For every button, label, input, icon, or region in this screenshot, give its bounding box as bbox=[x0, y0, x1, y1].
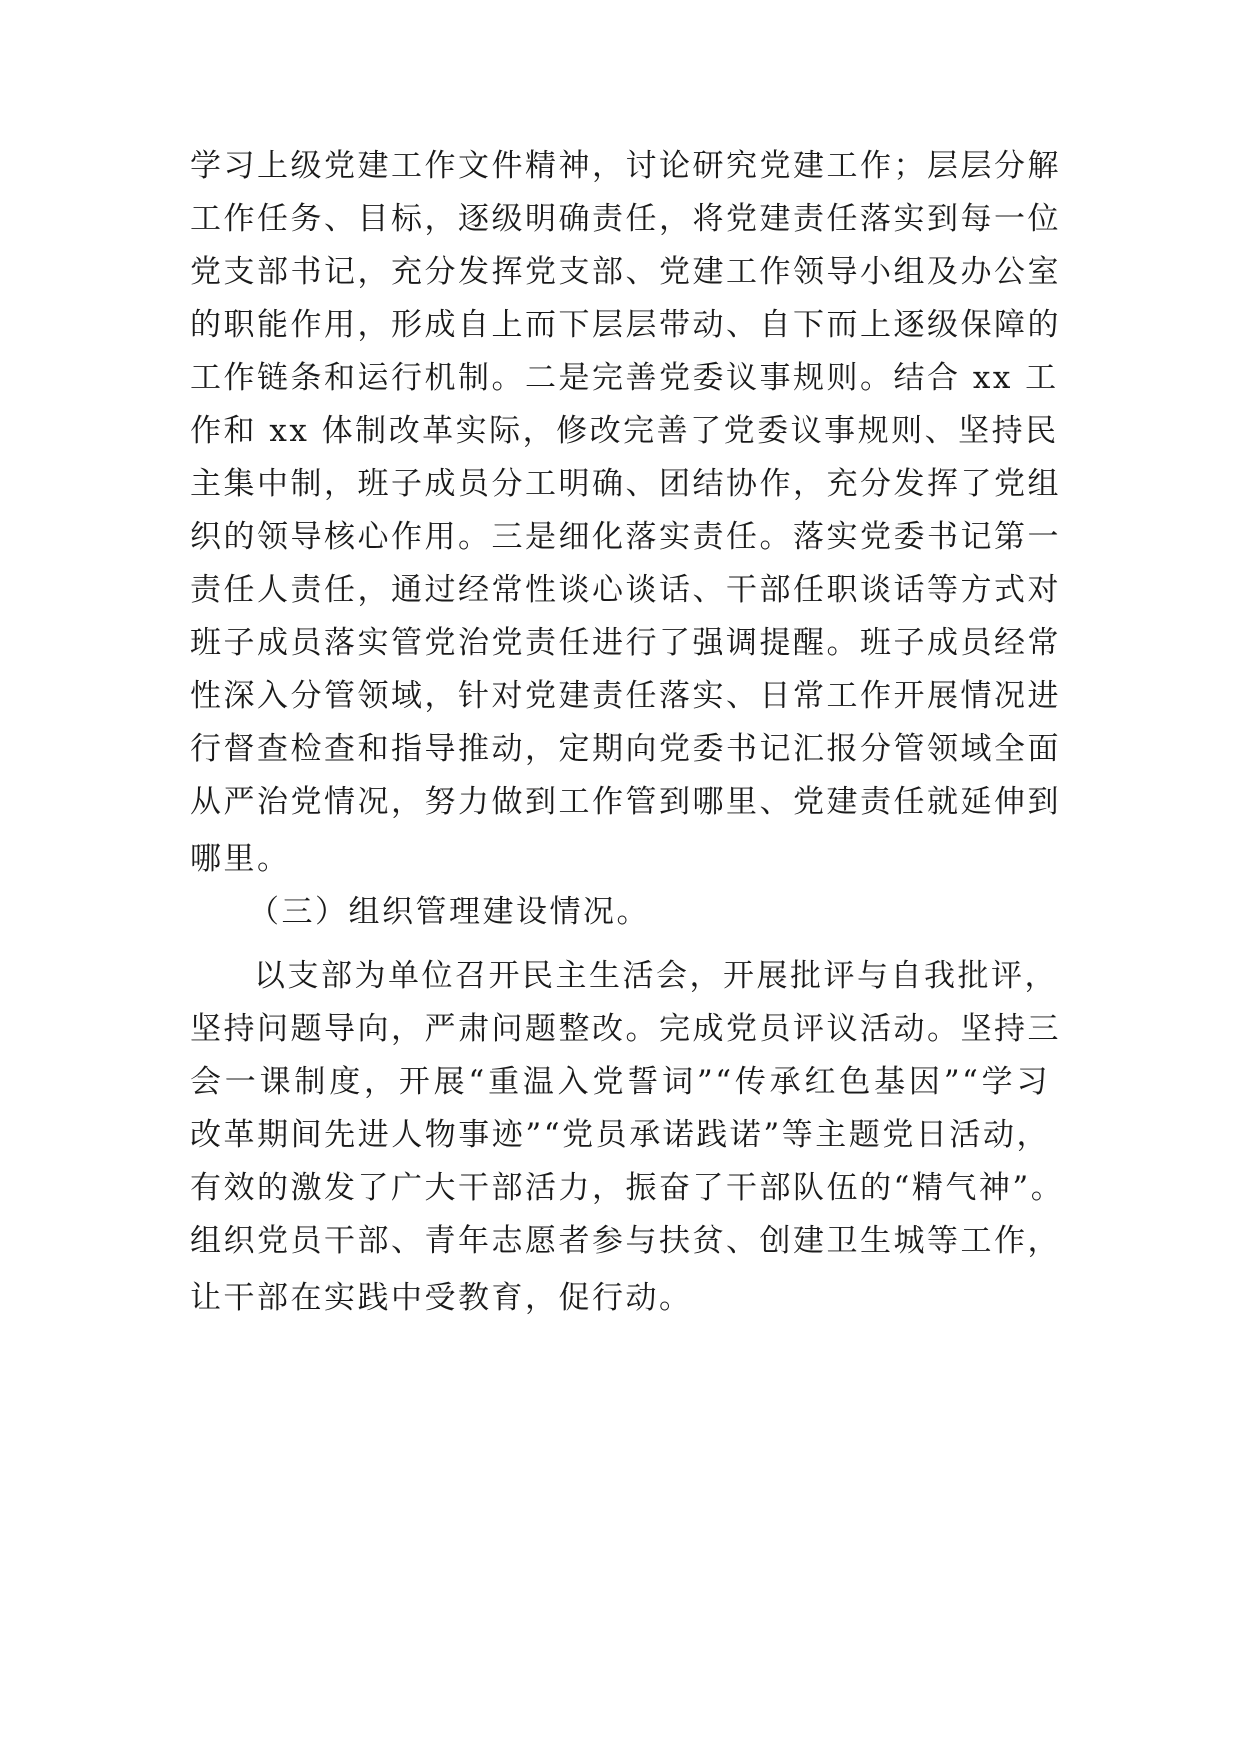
paragraph-2-line-6: 组织党员干部、青年志愿者参与扶贫、创建卫生城等工作， bbox=[190, 1223, 1061, 1259]
paragraph-1-line-8: 织的领导核心作用。三是细化落实责任。落实党委书记第一 bbox=[190, 519, 1061, 555]
paragraph-1-line-9: 责任人责任，通过经常性谈心谈话、干部任职谈话等方式对 bbox=[190, 572, 1061, 608]
paragraph-1-line-11: 性深入分管领域，针对党建责任落实、日常工作开展情况进 bbox=[190, 678, 1061, 714]
paragraph-2-line-5: 有效的激发了广大干部活力，振奋了干部队伍的“精气神”。 bbox=[190, 1170, 1065, 1206]
paragraph-1-line-14: 哪里。 bbox=[190, 841, 291, 877]
paragraph-1-line-2: 工作任务、目标，逐级明确责任，将党建责任落实到每一位 bbox=[190, 201, 1061, 237]
paragraph-1-line-5: 工作链条和运行机制。二是完善党委议事规则。结合 xx 工 bbox=[190, 360, 1059, 396]
paragraph-2-line-2: 坚持问题导向，严肃问题整改。完成党员评议活动。坚持三 bbox=[190, 1011, 1061, 1047]
paragraph-1-line-13: 从严治党情况，努力做到工作管到哪里、党建责任就延伸到 bbox=[190, 784, 1061, 820]
paragraph-1-line-3: 党支部书记，充分发挥党支部、党建工作领导小组及办公室 bbox=[190, 254, 1061, 290]
section-heading: （三）组织管理建设情况。 bbox=[248, 894, 650, 930]
paragraph-1-line-12: 行督查检查和指导推动，定期向党委书记汇报分管领域全面 bbox=[190, 731, 1061, 767]
paragraph-1-line-7: 主集中制，班子成员分工明确、团结协作，充分发挥了党组 bbox=[190, 466, 1061, 502]
paragraph-2-line-3: 会一课制度，开展“重温入党誓词”“传承红色基因”“学习 bbox=[190, 1064, 1050, 1100]
paragraph-1-line-6: 作和 xx 体制改革实际，修改完善了党委议事规则、坚持民 bbox=[190, 413, 1059, 449]
paragraph-2-line-4: 改革期间先进人物事迹”“党员承诺践诺”等主题党日活动， bbox=[190, 1117, 1050, 1153]
paragraph-1-line-1: 学习上级党建工作文件精神，讨论研究党建工作；层层分解 bbox=[190, 148, 1061, 184]
paragraph-1-line-4: 的职能作用，形成自上而下层层带动、自下而上逐级保障的 bbox=[190, 307, 1061, 343]
paragraph-2-line-1: 以支部为单位召开民主生活会，开展批评与自我批评， bbox=[254, 958, 1058, 994]
paragraph-1-line-10: 班子成员落实管党治党责任进行了强调提醒。班子成员经常 bbox=[190, 625, 1061, 661]
paragraph-2-line-7: 让干部在实践中受教育，促行动。 bbox=[190, 1280, 693, 1316]
